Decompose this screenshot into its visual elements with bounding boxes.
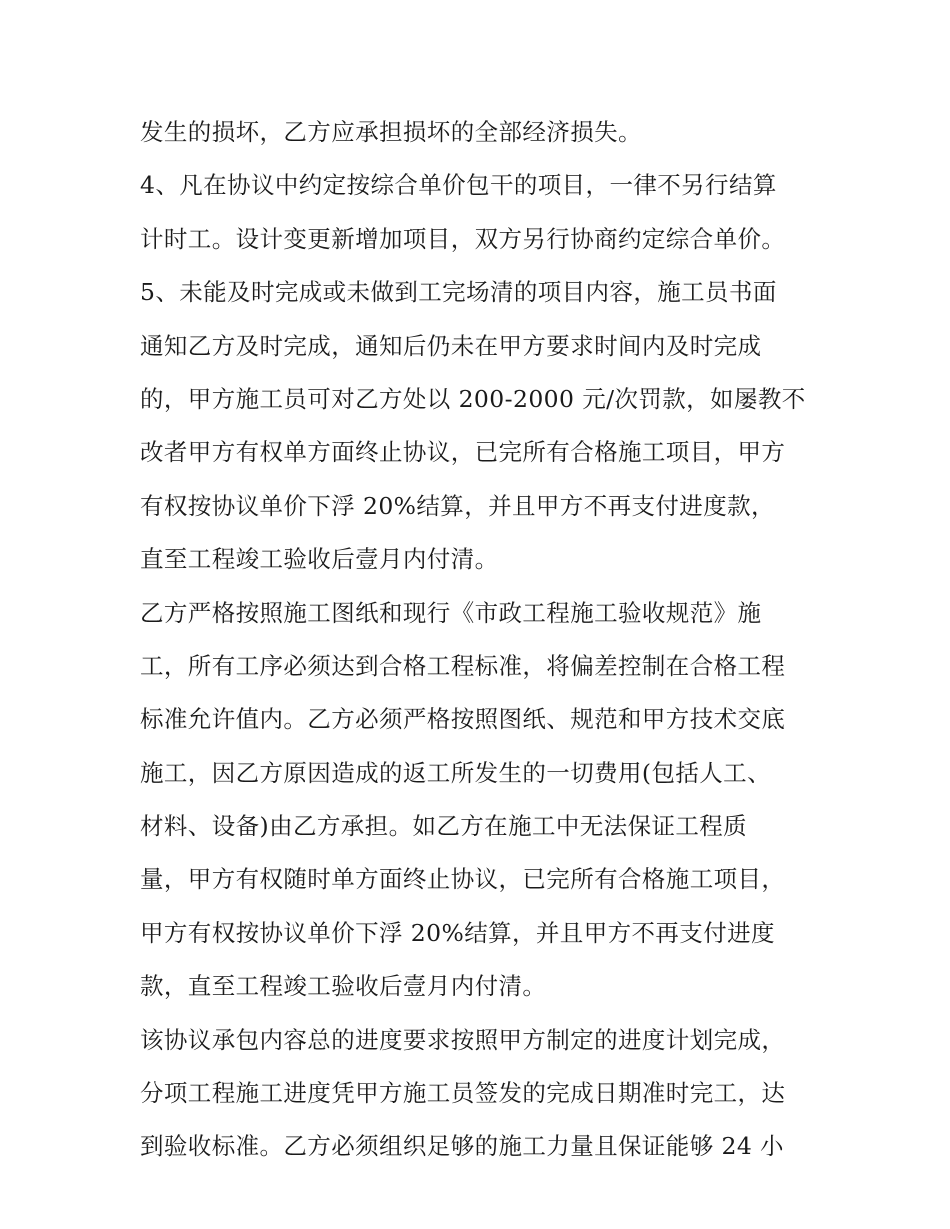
text-line: 标准允许值内。乙方必须严格按照图纸、规范和甲方技术交底 [140, 705, 786, 734]
text-line: 的，甲方施工员可对乙方处以 200-2000 元/次罚款，如屡教不 [140, 384, 806, 413]
text-line: 该协议承包内容总的进度要求按照甲方制定的进度计划完成， [140, 1025, 786, 1054]
text-line: 通知乙方及时完成，通知后仍未在甲方要求时间内及时完成 [140, 331, 762, 360]
text-line: 到验收标准。乙方必须组织足够的施工力量且保证能够 24 小 [140, 1132, 784, 1161]
text-line: 计时工。设计变更新增加项目，双方另行协商约定综合单价。 [140, 224, 786, 253]
contract-body-text [140, 106, 820, 1174]
text-line: 改者甲方有权单方面终止协议，已完所有合格施工项目，甲方 [140, 438, 786, 467]
text-line: 款，直至工程竣工验收后壹月内付清。 [140, 972, 547, 1001]
text-line: 分项工程施工进度凭甲方施工员签发的完成日期准时完工，达 [140, 1079, 786, 1108]
text-line: 量，甲方有权随时单方面终止协议，已完所有合格施工项目， [140, 865, 786, 894]
text-line: 乙方严格按照施工图纸和现行《市政工程施工验收规范》施 [140, 598, 762, 627]
text-line: 有权按协议单价下浮 20%结算，并且甲方不再支付进度款， [140, 491, 775, 520]
text-line: 工，所有工序必须达到合格工程标准，将偏差控制在合格工程 [140, 651, 786, 680]
text-line: 5、未能及时完成或未做到工完场清的项目内容，施工员书面 [140, 278, 777, 307]
text-line: 4、凡在协议中约定按综合单价包干的项目，一律不另行结算 [140, 171, 777, 200]
text-line: 直至工程竣工验收后壹月内付清。 [140, 545, 499, 574]
text-line: 发生的损坏，乙方应承担损坏的全部经济损失。 [140, 118, 642, 146]
text-line: 材料、设备)由乙方承担。如乙方在施工中无法保证工程质 [140, 812, 748, 841]
text-line: 施工，因乙方原因造成的返工所发生的一切费用(包括人工、 [140, 758, 771, 787]
text-line: 甲方有权按协议单价下浮 20%结算，并且甲方不再支付进度 [140, 918, 775, 947]
